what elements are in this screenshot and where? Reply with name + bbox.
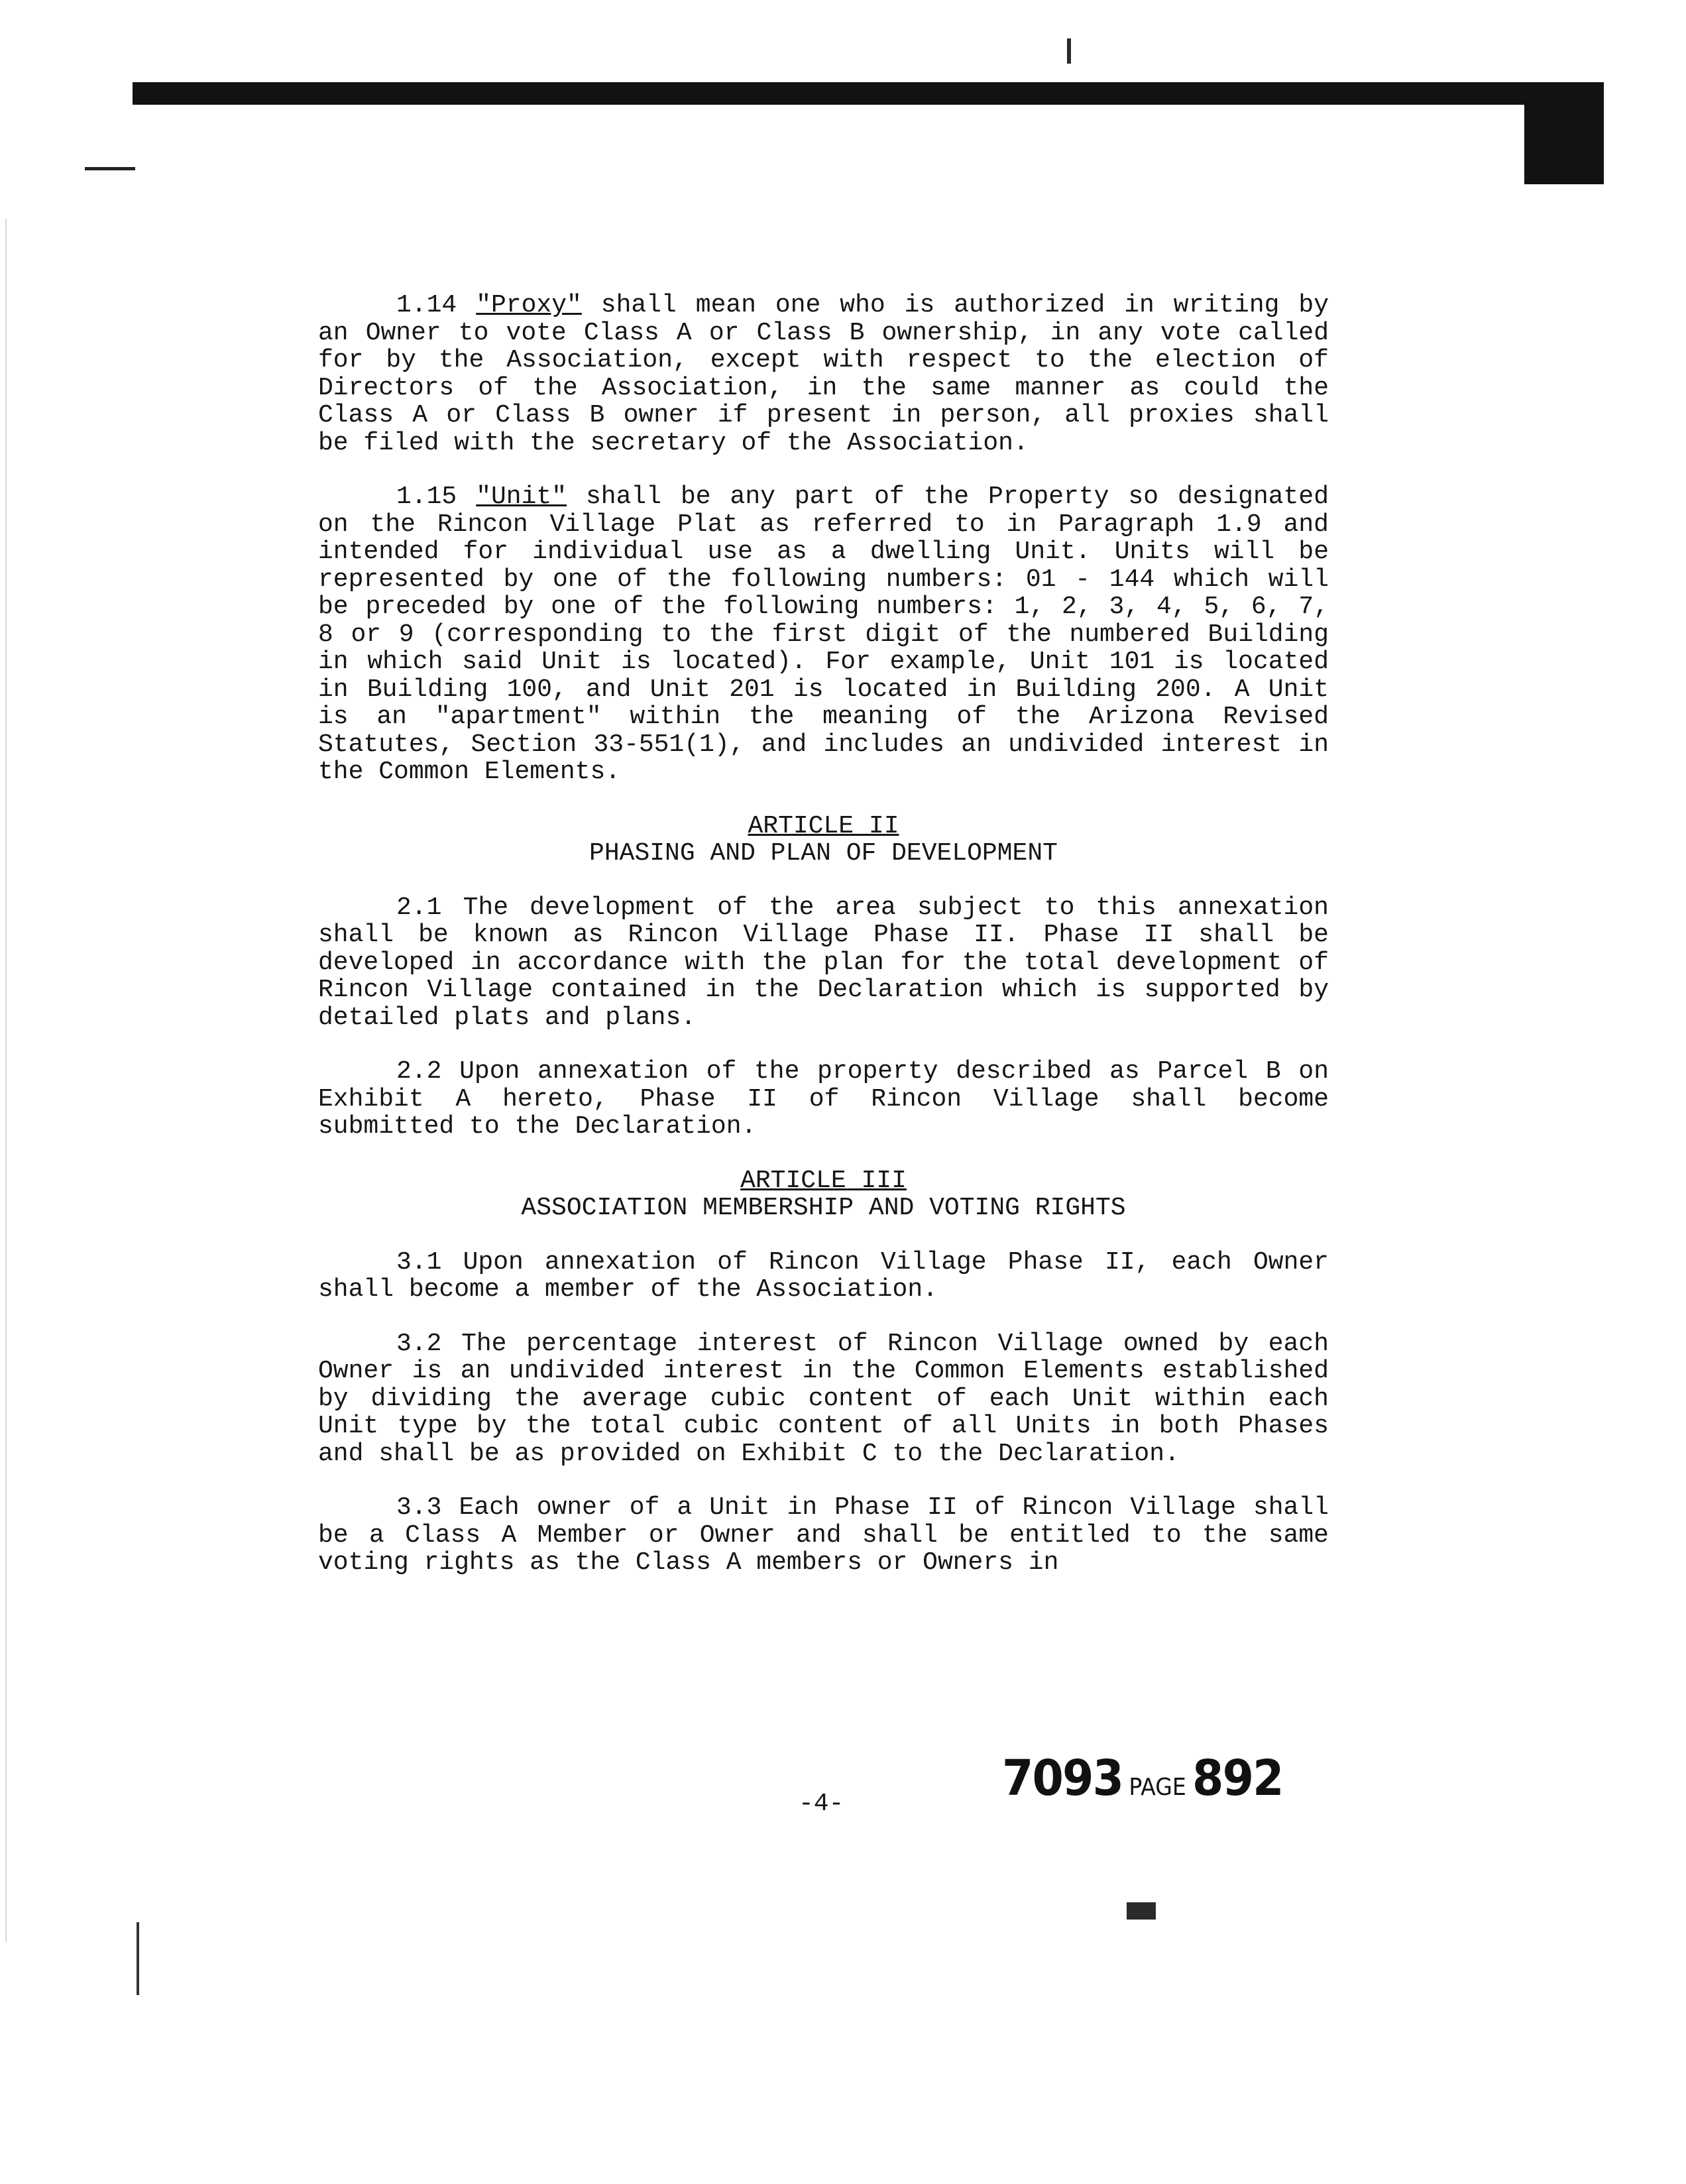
section-text: Each owner of a Unit in Phase II of Rincon Village shall be a Class A Member or Owner and shall be entitled to the same voting rights as the Class A members or Owners in bbox=[318, 1493, 1329, 1577]
scan-margin-dash bbox=[85, 167, 135, 170]
section-number: 3.2 bbox=[396, 1329, 442, 1358]
scan-top-mark bbox=[1067, 38, 1071, 64]
scan-margin-line bbox=[5, 219, 7, 1942]
scan-corner-block bbox=[1524, 82, 1604, 184]
section-text: The percentage interest of Rincon Village owned by each Owner is an undivided interest in the Common Elements established by dividing the average cubic content of each Unit within each Unit type by the total cubic content of all Units in both Phases and shall be as provided on Exhibit C to the Declaration. bbox=[318, 1329, 1329, 1468]
recording-stamp bbox=[1002, 1750, 1283, 1807]
scan-top-bar bbox=[133, 82, 1604, 105]
scan-vertical-mark bbox=[137, 1922, 139, 1995]
article-3-title: ASSOCIATION MEMBERSHIP AND VOTING RIGHTS bbox=[521, 1194, 1126, 1222]
defined-term: "Proxy" bbox=[476, 291, 582, 319]
section-number: 2.2 bbox=[396, 1057, 442, 1086]
section-1-14 bbox=[318, 292, 1329, 457]
page-label: PAGE bbox=[1129, 1774, 1186, 1801]
section-text: Upon annexation of Rincon Village Phase II, each Owner shall become a member of the Association. bbox=[318, 1247, 1329, 1304]
article-2-title: PHASING AND PLAN OF DEVELOPMENT bbox=[589, 839, 1058, 868]
scan-blot bbox=[1127, 1902, 1156, 1920]
section-number: 3.3 bbox=[396, 1493, 442, 1522]
section-2-2 bbox=[318, 1058, 1329, 1141]
section-number: 1.14 bbox=[396, 291, 457, 319]
section-3-1 bbox=[318, 1249, 1329, 1304]
section-text: The development of the area subject to this annexation shall be known as Rincon Village Phase II. Phase II shall be developed in accordance with the plan for the total development of Rincon Village contained in the Declaration which is supported by detailed plats and plans. bbox=[318, 893, 1329, 1032]
section-3-3 bbox=[318, 1494, 1329, 1577]
section-text: shall be any part of the Property so designated on the Rincon Village Plat as referred to in Paragraph 1.9 and intended for individual use as a dwelling Unit. Units will be represented by one of the following numbers: 01 - 144 which will be preceded by one of the following numbers: 1, 2, 3, 4, 5, 6, 7, 8 or 9 (corresponding to the first digit of the numbered Building in which said Unit is located). For example, Unit 101 is located in Building 100, and Unit 201 is located in Building 200. A Unit is an "apartment" within the meaning of the Arizona Revised Statutes, Section 33-551(1), and includes an undivided interest in the Common Elements. bbox=[318, 483, 1329, 786]
section-number: 2.1 bbox=[396, 893, 442, 922]
section-3-2 bbox=[318, 1330, 1329, 1468]
defined-term: "Unit" bbox=[476, 483, 567, 511]
recording-page-number: 892 bbox=[1192, 1750, 1283, 1807]
section-text: shall mean one who is authorized in writing by an Owner to vote Class A or Class B ownership, in any vote called for by the Association, except with respect to the election of Directors of the Association, in the same manner as could the Class A or Class B owner if present in person, all proxies shall be filed with the secretary of the Association. bbox=[318, 291, 1329, 457]
section-number: 3.1 bbox=[396, 1247, 442, 1277]
section-text: Upon annexation of the property described as Parcel B on Exhibit A hereto, Phase II of Rincon Village shall become submitted to the Declaration. bbox=[318, 1057, 1329, 1141]
book-number: 7093 bbox=[1002, 1750, 1123, 1807]
page-number: -4- bbox=[799, 1790, 844, 1818]
document-body bbox=[318, 292, 1329, 1603]
article-2-heading: ARTICLE II bbox=[748, 811, 899, 840]
section-number: 1.15 bbox=[396, 483, 457, 511]
section-1-15 bbox=[318, 483, 1329, 786]
section-2-1 bbox=[318, 894, 1329, 1032]
article-3-heading: ARTICLE III bbox=[740, 1166, 907, 1195]
